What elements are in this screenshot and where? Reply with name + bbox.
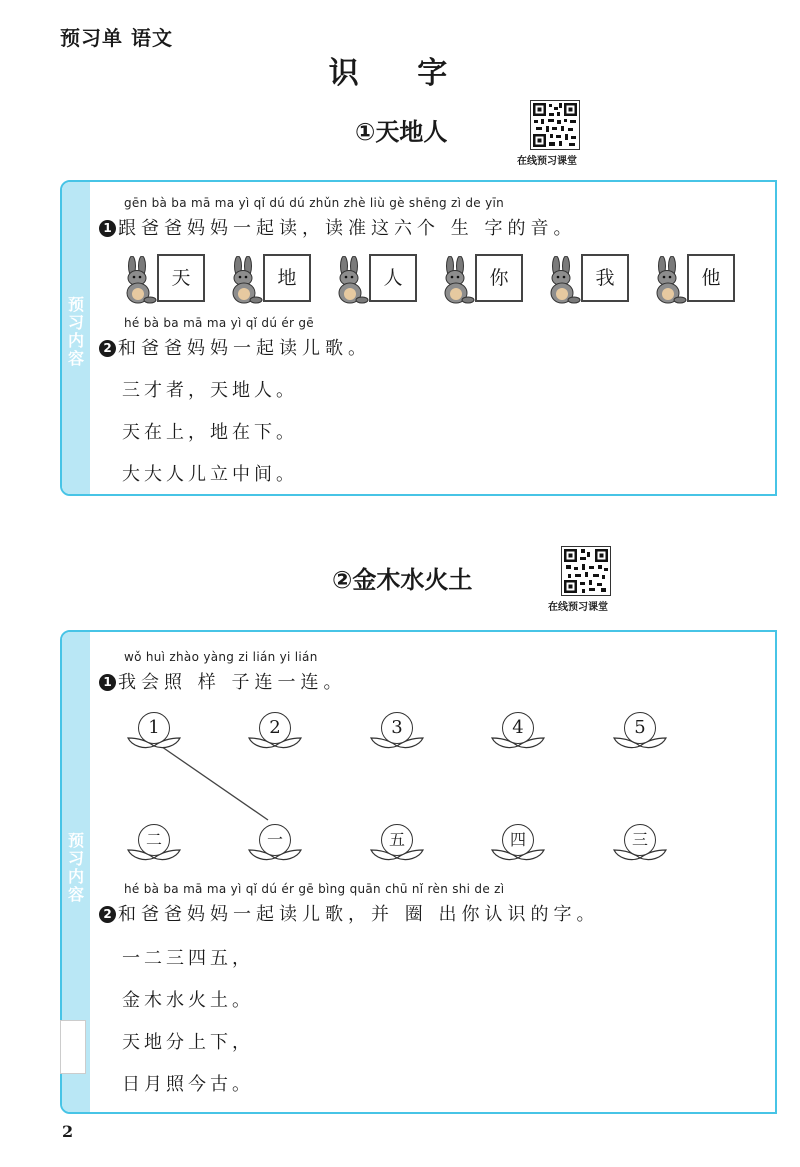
- poem-line: 日月照今古。: [122, 1074, 254, 1095]
- char-box: 他: [687, 254, 735, 302]
- task2-text: 和爸爸妈妈一起读儿歌，并 圈 出你认识的字。: [118, 904, 600, 925]
- task1-text: 我会照 样 子连一连。: [118, 672, 347, 693]
- hanzi-bubble[interactable]: [369, 824, 425, 864]
- task1-pinyin: gēn bà ba mā ma yì qǐ dú dú zhǔn zhè liù gè shēng zì de yīn: [124, 196, 505, 210]
- lesson1-panel: [60, 180, 777, 496]
- task2-text: 和爸爸妈妈一起读儿歌。: [118, 338, 371, 359]
- task-number-badge: 1: [99, 220, 116, 237]
- qr-code-1[interactable]: [530, 100, 580, 154]
- digit-bubble[interactable]: [612, 712, 668, 752]
- page-number: 2: [62, 1122, 74, 1141]
- digit-label: 3: [381, 712, 413, 744]
- task1-instruction: [99, 214, 576, 240]
- char-box: 地: [263, 254, 311, 302]
- task2-instruction: [99, 334, 371, 360]
- task-number-badge: 2: [99, 340, 116, 357]
- digit-label: 1: [138, 712, 170, 744]
- qr-code-icon: [530, 100, 580, 150]
- qr-label-1: 在线预习课堂: [517, 156, 577, 167]
- unit-title: 识 字: [328, 56, 472, 91]
- task2-instruction: [99, 900, 599, 926]
- char-box: 我: [581, 254, 629, 302]
- hanzi-label: 三: [624, 824, 656, 856]
- workbook-header: 预习单 语文: [60, 26, 173, 50]
- bunny-icon: [544, 256, 584, 304]
- hanzi-label: 五: [381, 824, 413, 856]
- digit-bubble[interactable]: [247, 712, 303, 752]
- task-number-badge: 1: [99, 674, 116, 691]
- task1-text: 跟爸爸妈妈一起读，读准这六个 生 字的音。: [118, 218, 577, 239]
- digit-bubble[interactable]: [490, 712, 546, 752]
- bunny-icon: [438, 256, 478, 304]
- lesson2-panel: [60, 630, 777, 1114]
- side-tab: [62, 182, 90, 494]
- qr-code-2[interactable]: [561, 546, 611, 600]
- side-tab-label: 预习内容: [67, 831, 84, 904]
- hanzi-label: 四: [502, 824, 534, 856]
- bunny-icon: [120, 256, 160, 304]
- bunny-icon: [650, 256, 690, 304]
- char-box: 人: [369, 254, 417, 302]
- char-box: 天: [157, 254, 205, 302]
- hanzi-label: 一: [259, 824, 291, 856]
- qr-label-2: 在线预习课堂: [548, 602, 608, 613]
- poem-line: 天地分上下，: [122, 1032, 254, 1053]
- side-tab-label: 预习内容: [67, 295, 84, 368]
- side-tab-cutout: [60, 1020, 86, 1074]
- bunny-icon: [226, 256, 266, 304]
- lesson2-title: ②金木水火土: [332, 566, 473, 594]
- digit-label: 5: [624, 712, 656, 744]
- task-number-badge: 2: [99, 906, 116, 923]
- digit-bubble[interactable]: [369, 712, 425, 752]
- task2-pinyin: hé bà ba mā ma yì qǐ dú ér gē bìng quān chū nǐ rèn shi de zì: [124, 882, 505, 896]
- hanzi-label: 二: [138, 824, 170, 856]
- poem-line: 三才者，天地人。: [122, 380, 298, 401]
- hanzi-bubble[interactable]: [490, 824, 546, 864]
- hanzi-bubble[interactable]: [126, 824, 182, 864]
- poem-line: 一二三四五，: [122, 948, 254, 969]
- hanzi-bubble[interactable]: [247, 824, 303, 864]
- qr-code-icon: [561, 546, 611, 596]
- lesson1-title: ①天地人: [355, 118, 448, 146]
- task1-pinyin: wǒ huì zhào yàng zi lián yi lián: [124, 650, 318, 664]
- char-row: [120, 250, 760, 310]
- task2-pinyin: hé bà ba mā ma yì qǐ dú ér gē: [124, 316, 314, 330]
- digit-label: 4: [502, 712, 534, 744]
- digit-bubble[interactable]: [126, 712, 182, 752]
- bunny-icon: [332, 256, 372, 304]
- poem-line: 大大人儿立中间。: [122, 464, 298, 485]
- poem-line: 天在上，地在下。: [122, 422, 298, 443]
- hanzi-bubble[interactable]: [612, 824, 668, 864]
- digit-label: 2: [259, 712, 291, 744]
- poem-line: 金木水火土。: [122, 990, 254, 1011]
- char-box: 你: [475, 254, 523, 302]
